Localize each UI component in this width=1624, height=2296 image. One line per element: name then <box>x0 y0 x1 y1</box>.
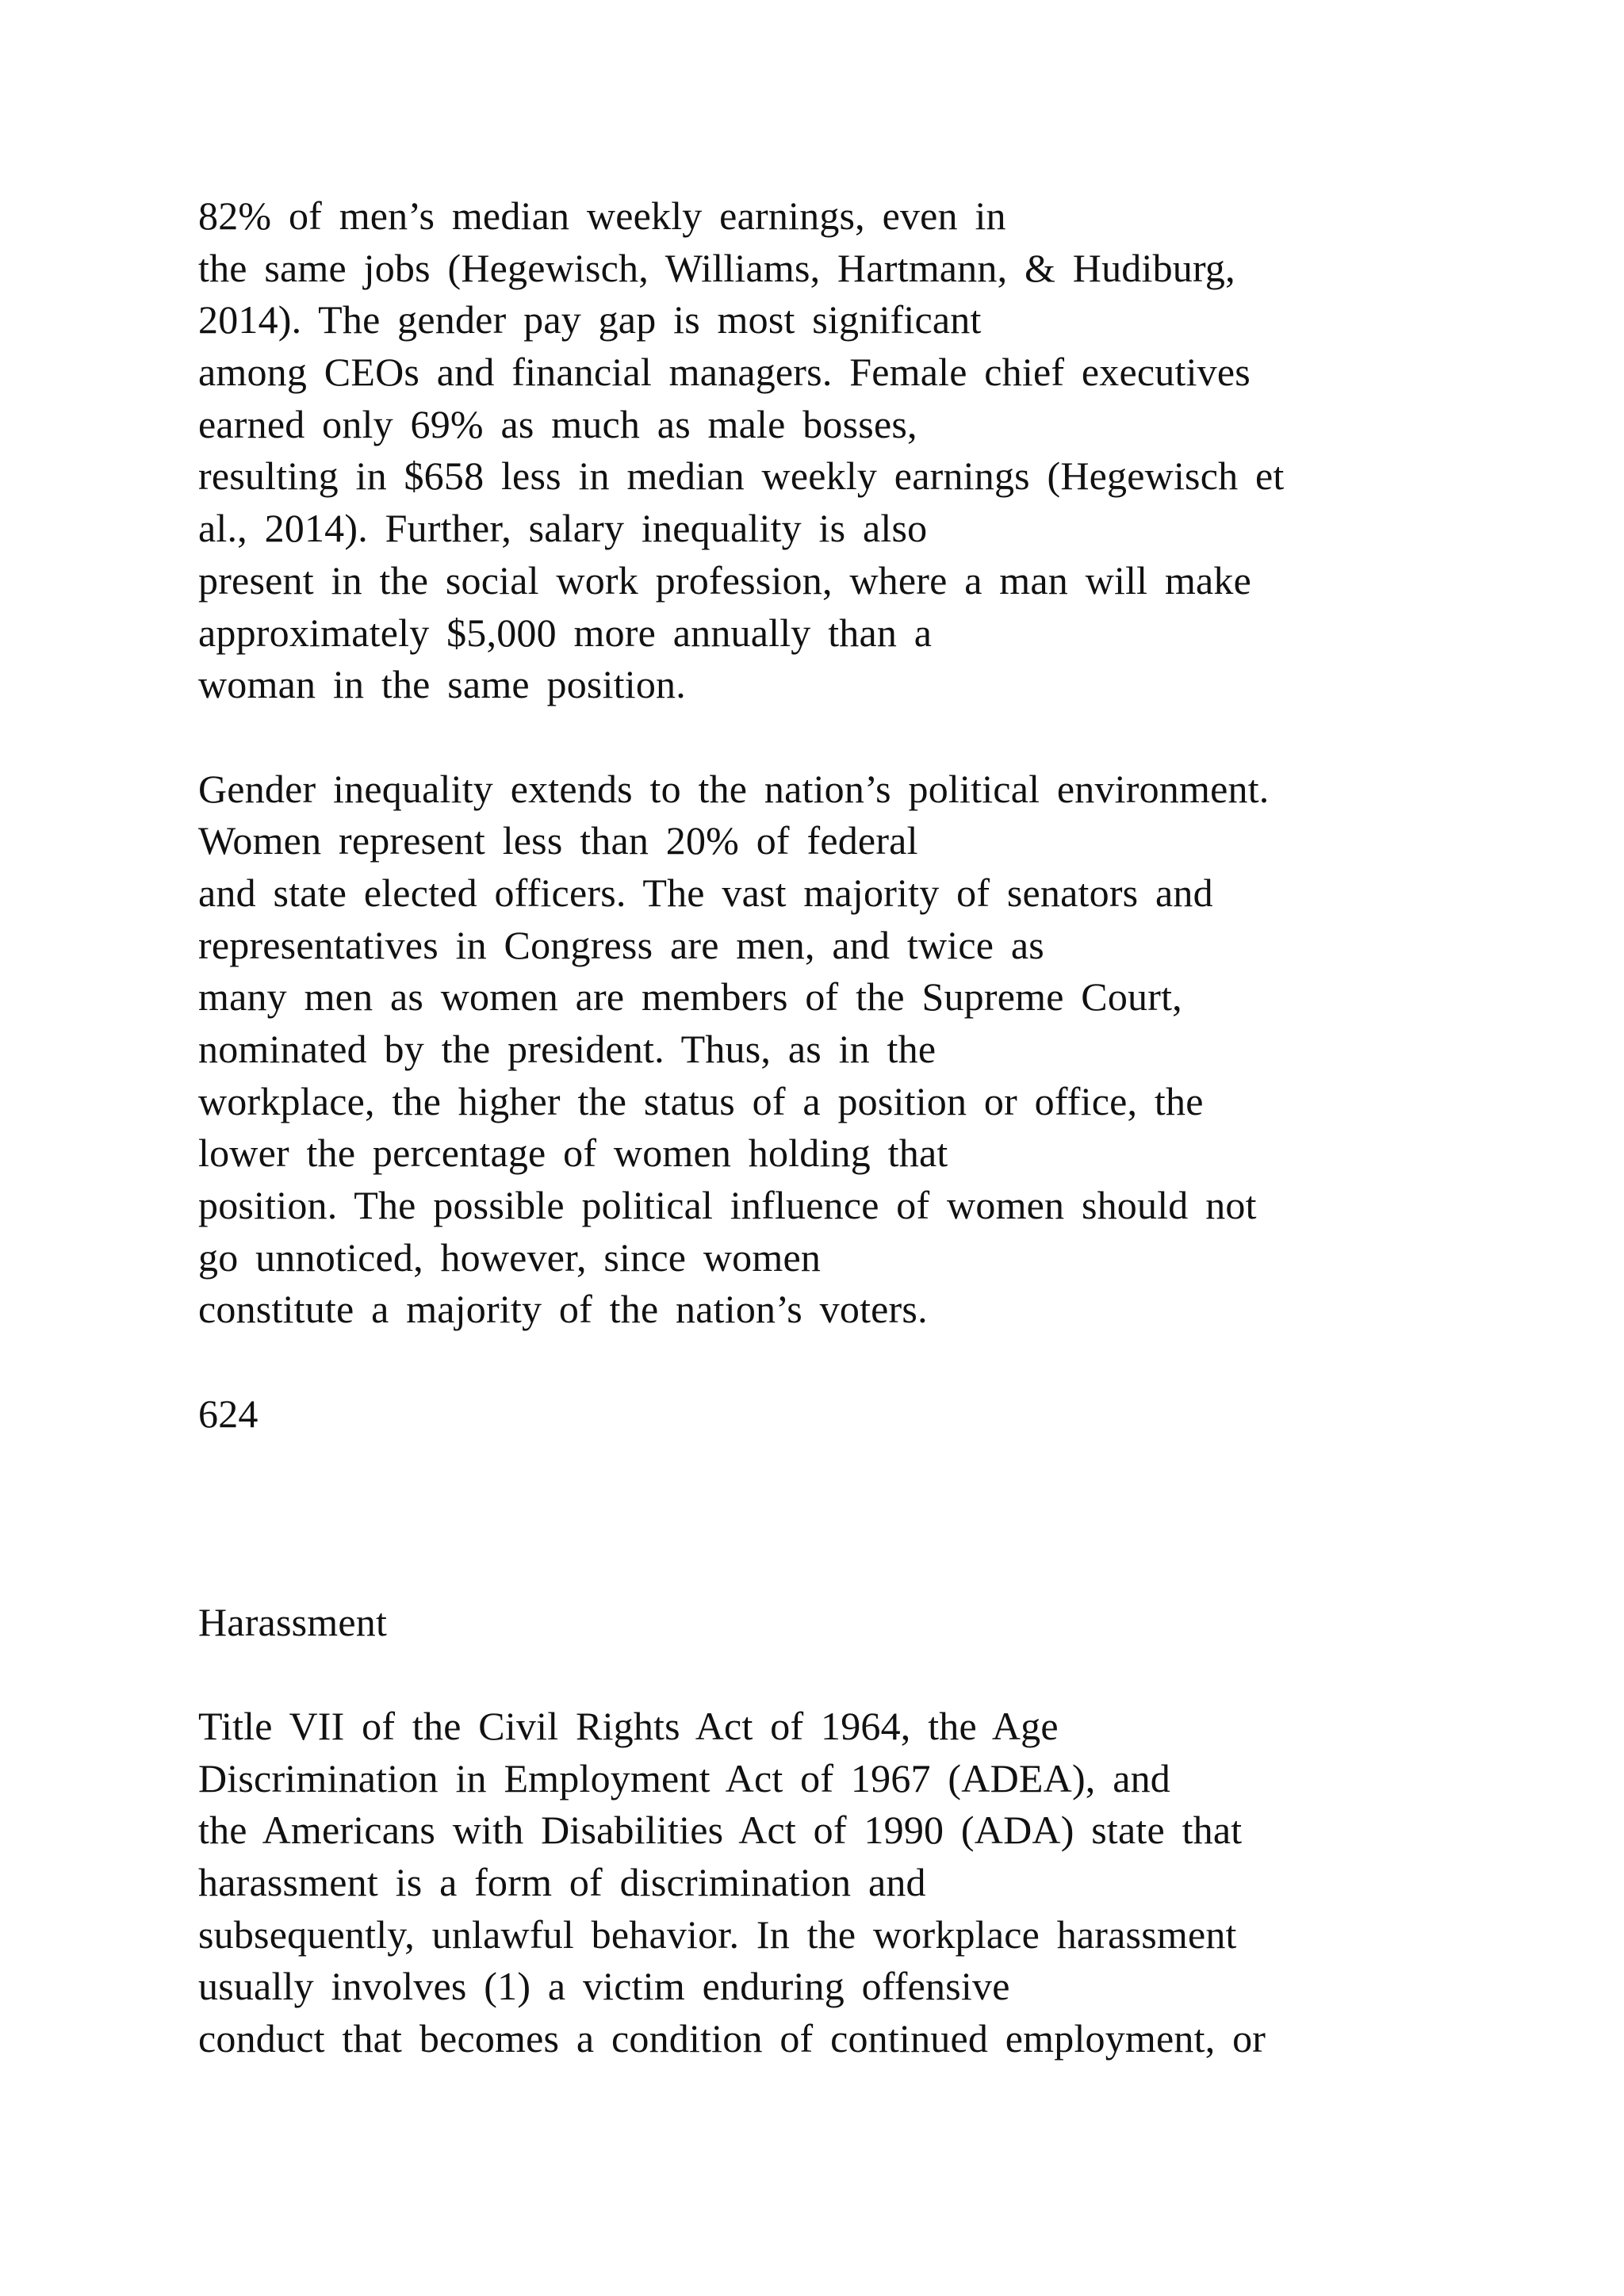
text-line: 82% of men’s median weekly earnings, even in <box>198 193 1006 238</box>
text-line: 2014). The gender pay gap is most significant <box>198 297 982 342</box>
paragraph-spacer <box>198 1336 1467 1388</box>
paragraph-spacer <box>198 711 1467 763</box>
text-line: the same jobs (Hegewisch, Williams, Hartmann, & Hudiburg, <box>198 245 1235 290</box>
text-line: subsequently, unlawful behavior. In the workplace harassment <box>198 1911 1237 1957</box>
text-line: constitute a majority of the nation’s voters. <box>198 1287 928 1332</box>
text-line: Women represent less than 20% of federal <box>198 818 918 863</box>
text-line: workplace, the higher the status of a position or office, the <box>198 1078 1204 1123</box>
text-line: representatives in Congress are men, and twice as <box>198 922 1044 967</box>
text-line: lower the percentage of women holding that <box>198 1131 948 1176</box>
text-line: the Americans with Disabilities Act of 1990 (ADA) state that <box>198 1808 1243 1853</box>
text-line: woman in the same position. <box>198 662 686 707</box>
text-line: al., 2014). Further, salary inequality is also <box>198 506 928 551</box>
text-line: among CEOs and financial managers. Female chief executives <box>198 350 1251 395</box>
text-line: Discrimination in Employment Act of 1967 (ADEA), and <box>198 1755 1170 1800</box>
document-page <box>198 190 1467 2065</box>
text-line: Title VII of the Civil Rights Act of 1964, the Age <box>198 1703 1059 1748</box>
text-line: nominated by the president. Thus, as in the <box>198 1027 936 1071</box>
section-heading: Harassment <box>198 1599 388 1644</box>
text-line: harassment is a form of discrimination and <box>198 1859 926 1904</box>
text-line: position. The possible political influence of women should not <box>198 1183 1257 1228</box>
text-line: present in the social work profession, where a man will make <box>198 557 1252 603</box>
text-line: Gender inequality extends to the nation’s political environment. <box>198 766 1270 811</box>
text-line: approximately $5,000 more annually than a <box>198 610 933 655</box>
page-break-spacer <box>198 1441 1467 1597</box>
text-line: many men as women are members of the Supreme Court, <box>198 974 1182 1020</box>
paragraph-harassment <box>198 1701 1467 2065</box>
paragraph-spacer <box>198 1648 1467 1701</box>
text-line: resulting in $658 less in median weekly earnings (Hegewisch et <box>198 453 1285 499</box>
paragraph-pay-gap <box>198 190 1467 711</box>
text-line: usually involves (1) a victim enduring offensive <box>198 1964 1010 2009</box>
text-line: earned only 69% as much as male bosses, <box>198 401 917 446</box>
text-line: and state elected officers. The vast majority of senators and <box>198 870 1213 915</box>
paragraph-political-inequality <box>198 763 1467 1337</box>
page-number: 624 <box>198 1391 259 1436</box>
text-line: conduct that becomes a condition of continued employment, or <box>198 2016 1266 2061</box>
text-line: go unnoticed, however, since women <box>198 1234 822 1280</box>
